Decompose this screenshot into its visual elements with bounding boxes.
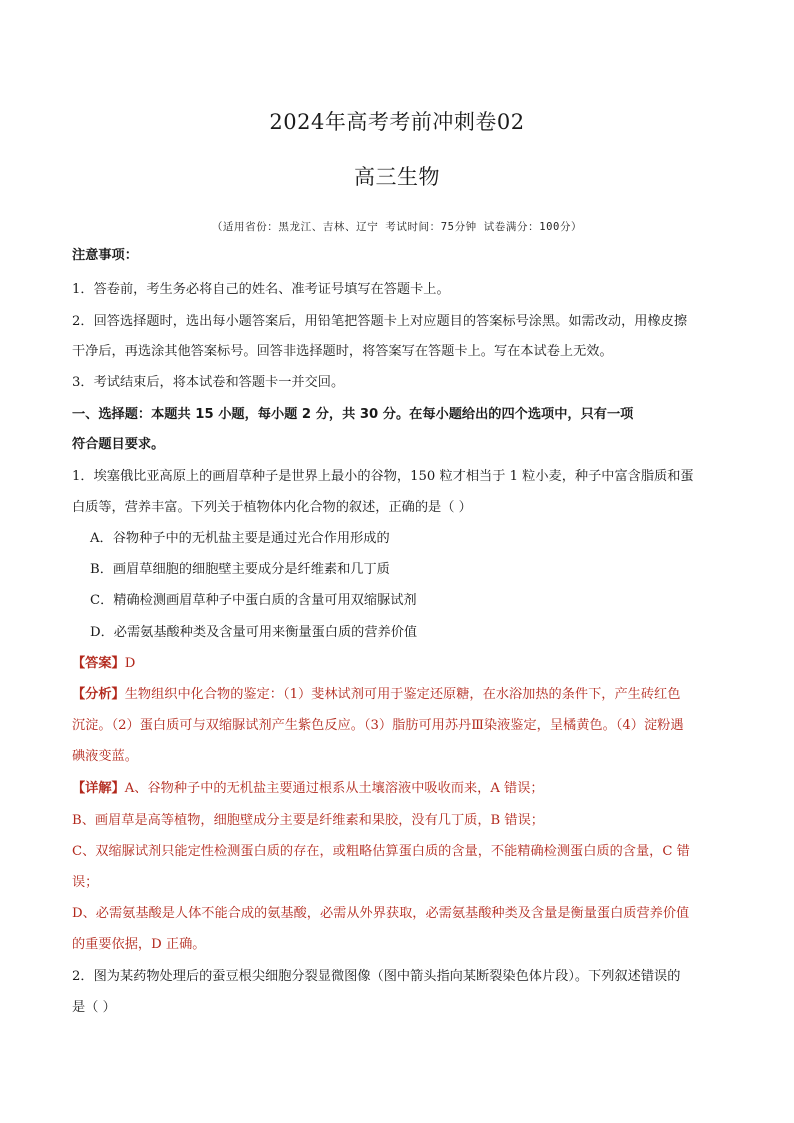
q1-analysis-a xyxy=(72,686,680,704)
notice-item-2a: 2．回答选择题时，选出每小题答案后，用铅笔把答题卡上对应题目的答案标号涂黑。如需改动，用橡皮擦 xyxy=(72,314,688,329)
notice-item-1: 1．答卷前，考生务必将自己的姓名、准考证号填写在答题卡上。 xyxy=(72,282,450,297)
subject-title: 高三生物 xyxy=(354,165,440,189)
answer-tag: 【答案】 xyxy=(72,656,125,671)
notice-item-3: 3．考试结束后，将本试卷和答题卡一并交回。 xyxy=(72,375,345,390)
q1-option-d: D．必需氨基酸种类及含量可用来衡量蛋白质的营养价值 xyxy=(90,625,418,640)
q1-option-a: A．谷物种子中的无机盐主要是通过光合作用形成的 xyxy=(90,531,390,546)
q2-stem-a: 2．图为某药物处理后的蚕豆根尖细胞分裂显微图像（图中箭头指向某断裂染色体片段）。下列叙述错误的 xyxy=(72,969,681,984)
exam-meta: （适用省份：黑龙江、吉林、辽宁 考试时间：75分钟 试卷满分：100分） xyxy=(211,221,583,233)
section-heading-a: 一、选择题：本题共 15 小题，每小题 2 分，共 30 分。在每小题给出的四个选项中，只有一项 xyxy=(72,407,634,422)
q2-stem-b: 是（ ） xyxy=(72,1000,116,1015)
notice-item-2b: 干净后，再选涂其他答案标号。回答非选择题时，将答案写在答题卡上。写在本试卷上无效。 xyxy=(72,344,613,359)
analysis-text-a: 生物组织中化合物的鉴定：（1）斐林试剂可用于鉴定还原糖，在水浴加热的条件下，产生砖红色 xyxy=(124,687,681,702)
q1-analysis-b: 沉淀。（2）蛋白质可与双缩脲试剂产生紫色反应。（3）脂肪可用苏丹Ⅲ染液鉴定，呈橘黄色。（4）淀粉遇 xyxy=(72,718,684,733)
q1-detail-c1: C、双缩脲试剂只能定性检测蛋白质的存在，或粗略估算蛋白质的含量，不能精确检测蛋白质的含量，C 错 xyxy=(72,844,690,859)
analysis-tag: 【分析】 xyxy=(72,687,125,702)
q1-answer xyxy=(72,655,135,673)
q1-option-c: C．精确检测画眉草种子中蛋白质的含量可用双缩脲试剂 xyxy=(90,593,417,608)
q1-detail-b: B、画眉草是高等植物，细胞壁成分主要是纤维素和果胶，没有几丁质，B 错误； xyxy=(72,813,544,828)
exam-title: 2024年高考考前冲刺卷02 xyxy=(269,110,525,134)
detail-text-a: A、谷物种子中的无机盐主要通过根系从土壤溶液中吸收而来，A 错误； xyxy=(124,781,544,796)
q1-stem-b: 白质等，营养丰富。下列关于植物体内化合物的叙述，正确的是（ ） xyxy=(72,500,472,515)
q1-detail-d2: 的重要依据，D 正确。 xyxy=(72,937,206,952)
q1-analysis-c: 碘液变蓝。 xyxy=(72,749,138,764)
q1-stem-a: 1．埃塞俄比亚高原上的画眉草种子是世界上最小的谷物，150 粒才相当于 1 粒小麦，种子中富含脂质和蛋 xyxy=(72,469,694,484)
detail-tag: 【详解】 xyxy=(72,781,125,796)
answer-value: D xyxy=(124,656,136,671)
q1-detail-d1: D、必需氨基酸是人体不能合成的氨基酸，必需从外界获取，必需氨基酸种类及含量是衡量蛋白质营养价值 xyxy=(72,906,690,921)
q1-option-b: B．画眉草细胞的细胞壁主要成分是纤维素和几丁质 xyxy=(90,562,390,577)
section-heading-b: 符合题目要求。 xyxy=(72,437,165,452)
q1-detail-c2: 误； xyxy=(72,875,99,890)
notice-heading: 注意事项： xyxy=(72,248,138,263)
q1-detail-a xyxy=(72,780,544,798)
